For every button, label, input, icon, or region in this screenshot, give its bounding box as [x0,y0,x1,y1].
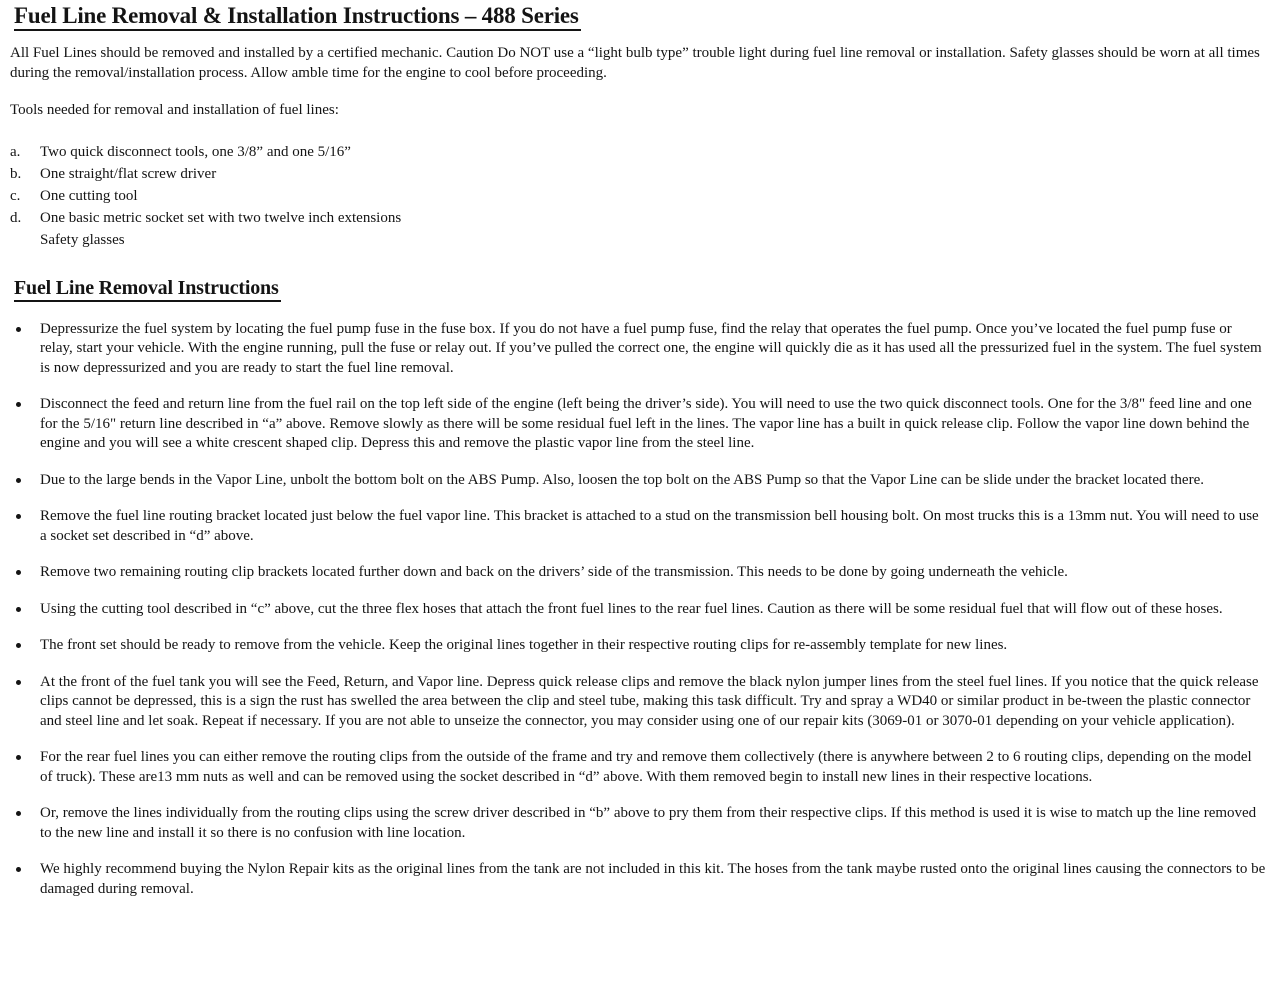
list-item-text: Two quick disconnect tools, one 3/8” and one 5/16” [40,143,351,160]
list-item [10,163,1266,185]
bullet-icon [10,563,40,583]
bullet-icon [10,636,40,656]
step-text: The front set should be ready to remove from the vehicle. Keep the original lines together in their respective routing clips for re-assembly template for new lines. [40,637,1008,653]
instruction-step [10,748,1266,787]
tools-list [10,141,1266,251]
instruction-step [10,636,1266,656]
intro-paragraph: All Fuel Lines should be removed and installed by a certified mechanic. Caution Do NOT use a “light bulb type” trouble light during fuel line removal or installation. Safety glasses should be worn at all times during the removal/installation process. Allow amble time for the engine to cool before proceeding. [10,45,1260,81]
step-text: Remove two remaining routing clip brackets located further down and back on the drivers’ side of the transmission. This needs to be done by going underneath the vehicle. [40,564,1068,580]
instruction-step [10,600,1266,620]
list-item-marker-empty [10,229,40,251]
list-item-text: One straight/flat screw driver [40,165,217,182]
step-text: For the rear fuel lines you can either remove the routing clips from the outside of the frame and try and remove them collectively (there is anywhere between 2 to 6 routing clips, depending on the model of truck). These are13 mm nuts as well and can be removed using the socket described in “d” above. With them removed begin to install new lines in their respective locations. [40,749,1252,785]
list-item-marker: b. [10,165,22,182]
bullet-icon [10,471,40,491]
instruction-step [10,563,1266,583]
list-item [10,207,1266,229]
step-text: Using the cutting tool described in “c” above, cut the three flex hoses that attach the front fuel lines to the rear fuel lines. Caution as there will be some residual fuel that will flow out of these hoses. [40,600,1223,617]
bullet-icon [10,804,40,843]
step-text: Depressurize the fuel system by locating the fuel pump fuse in the fuse box. If you do not have a fuel pump fuse, find the relay that operates the fuel pump. Once you’ve located the fuel pump fuse or relay, start your vehicle. With the engine running, pull the fuse or relay out. If you’ve pulled the correct one, the engine will quickly die as it has used all the pressurized fuel in the system. The fuel system is now depressurized and you are ready to start the fuel line removal. [40,320,1262,376]
step-text: Remove the fuel line routing bracket located just below the fuel vapor line. This bracket is attached to a stud on the transmission bell housing bolt. On most trucks this is a 13mm nut. You will need to use a socket set described in “d” above. [40,508,1259,544]
document-title-text: Fuel Line Removal & Installation Instructions – 488 Series [14,3,581,31]
list-item-continuation [10,229,1266,251]
step-text: We highly recommend buying the Nylon Repair kits as the original lines from the tank are not included in this kit. The hoses from the tank maybe rusted onto the original lines causing the connectors to be damaged during removal. [40,861,1266,897]
bullet-icon [10,507,40,546]
instruction-step [10,860,1266,899]
list-item-marker: a. [10,143,21,160]
bullet-icon [10,600,40,620]
document-title [14,3,1266,29]
bullet-icon [10,748,40,787]
bullet-icon [10,673,40,732]
list-item-text: One cutting tool [40,187,138,204]
step-text: Due to the large bends in the Vapor Line, unbolt the bottom bolt on the ABS Pump. Also, loosen the top bolt on the ABS Pump so that the Vapor Line can be slide under the bracket located there. [40,471,1204,488]
list-item [10,141,1266,163]
tools-list-heading: Tools needed for removal and installation of fuel lines: [10,102,339,118]
instruction-step [10,320,1266,379]
bullet-icon [10,860,40,899]
section-heading [14,277,1266,300]
instruction-step [10,804,1266,843]
list-item-text: Safety glasses [40,231,125,248]
step-text: Disconnect the feed and return line from the fuel rail on the top left side of the engine (left being the driver’s side). You will need to use the two quick disconnect tools. One for the 3/8" feed line and one for the 5/16" return line described in “a” above. Remove slowly as there will be some residual fuel left in the lines. The vapor line has a built in quick release clip. Follow the vapor line down behind the engine and you will see a white crescent shaped clip. Depress this and remove the plastic vapor line from the steel line. [40,396,1252,451]
list-item-text: One basic metric socket set with two twelve inch extensions [40,209,402,226]
bullet-icon [10,395,40,454]
instruction-step [10,471,1266,491]
instruction-step [10,395,1266,454]
list-item-marker: d. [10,209,22,226]
instruction-steps [10,320,1266,900]
instruction-step [10,673,1266,732]
step-text: At the front of the fuel tank you will see the Feed, Return, and Vapor line. Depress quick release clips and remove the black nylon jumper lines from the steel fuel lines. If you notice that the quick release clips cannot be depressed, this is a sign the rust has swelled the area between the clip and steel tube, making this task difficult. Try and spray a WD40 or similar product in be-tween the plastic connector and steel line and let soak. Repeat if necessary. If you are not able to unseize the connector, you may consider using one of our repair kits (3069-01 or 3070-01 depending on your vehicle application). [40,673,1259,729]
instruction-step [10,507,1266,546]
bullet-icon [10,320,40,379]
step-text: Or, remove the lines individually from the routing clips using the screw driver described in “b” above to pry them from their respective clips. If this method is used it is wise to match up the line removed to the new line and install it so there is no confusion with line location. [40,805,1257,841]
section-heading-text: Fuel Line Removal Instructions [14,277,281,302]
list-item-marker: c. [10,187,21,204]
list-item [10,185,1266,207]
